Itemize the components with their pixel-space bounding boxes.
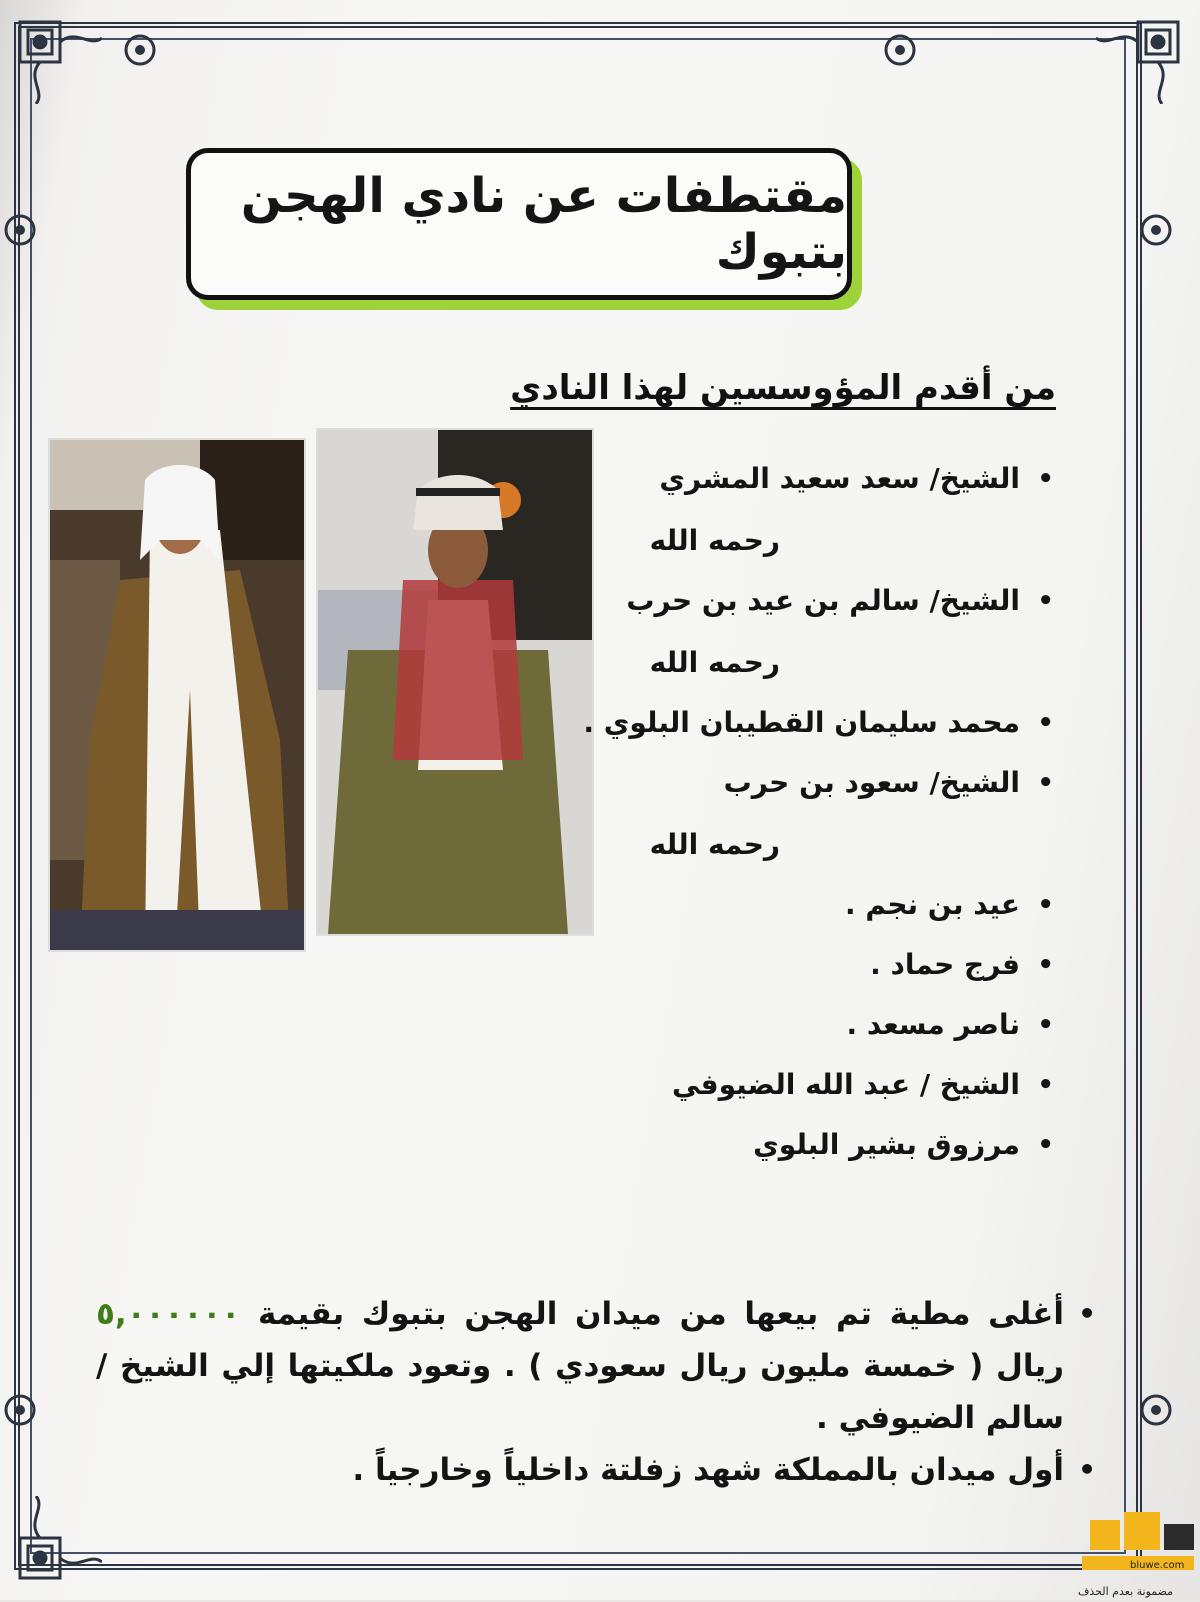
fact-item-price: • أغلى مطية تم بيعها من ميدان الهجن بتبوك بقيمة ٥,٠٠٠٠٠٠ ريال ( خمسة مليون ريال سعودي ) . وتعود ملكيتها إلي الشيخ / سالم الضيوفي . bbox=[96, 1288, 1090, 1444]
flower-ornament-icon bbox=[0, 1390, 40, 1430]
founders-list bbox=[490, 458, 1050, 1166]
watermark-tagline: مضمونة بعدم الحذف bbox=[1078, 1585, 1174, 1598]
facts-list bbox=[96, 1288, 1090, 1496]
price-amount: ٥,٠٠٠٠٠٠ bbox=[96, 1296, 241, 1332]
corner-ornament-icon bbox=[1096, 8, 1192, 104]
watermark-url: bluwe.com bbox=[1130, 1560, 1185, 1571]
flower-ornament-icon bbox=[1136, 210, 1176, 250]
flower-ornament-icon bbox=[880, 30, 920, 70]
corner-ornament-icon bbox=[6, 8, 102, 104]
founder-item: • الشيخ/ سالم بن عيد بن حرب رحمه الله bbox=[490, 580, 1050, 684]
flower-ornament-icon bbox=[1136, 1390, 1176, 1430]
founder-item: • عيد بن نجم . bbox=[490, 884, 1050, 926]
flower-ornament-icon bbox=[0, 210, 40, 250]
founder-item: • محمد سليمان القطيبان البلوي . bbox=[490, 702, 1050, 744]
watermark-logo bbox=[1072, 1472, 1198, 1598]
corner-ornament-icon bbox=[6, 1496, 102, 1592]
founder-item: • الشيخ/ سعود بن حرب رحمه الله bbox=[490, 762, 1050, 866]
founder-item: • مرزوق بشير البلوي bbox=[490, 1124, 1050, 1166]
flower-ornament-icon bbox=[120, 30, 160, 70]
founder-item: • فرج حماد . bbox=[490, 944, 1050, 986]
founders-heading: من أقدم المؤوسسين لهذا النادي bbox=[510, 368, 1056, 408]
founder-item: • الشيخ / عبد الله الضيوفي bbox=[490, 1064, 1050, 1106]
fact-item-first-track: • أول ميدان بالمملكة شهد زفلتة داخلياً وخارجياً . bbox=[96, 1444, 1090, 1496]
page-title: مقتطفات عن نادي الهجن بتبوك bbox=[240, 168, 847, 280]
founder-item: • الشيخ/ سعد سعيد المشري رحمه الله bbox=[490, 458, 1050, 562]
founder-item: • ناصر مسعد . bbox=[490, 1004, 1050, 1046]
photo-founder-left bbox=[48, 438, 306, 952]
title-box bbox=[186, 148, 852, 300]
